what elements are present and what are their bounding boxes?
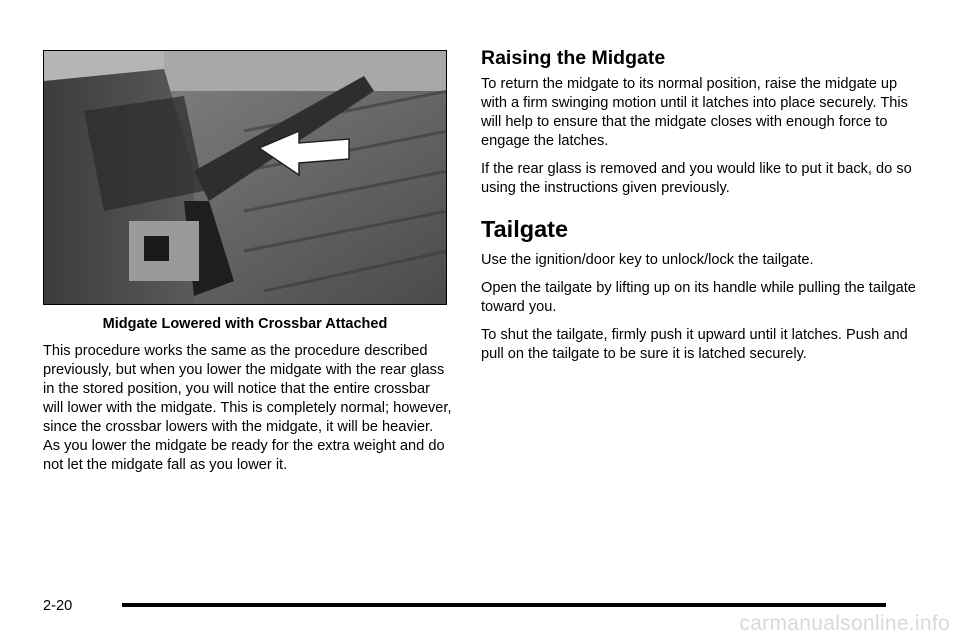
midgate-photo <box>43 50 447 305</box>
raising-paragraph-1: To return the midgate to its normal position, raise the midgate up with a firm swinging motion until it latches into place securely. This will help to ensure that the midgate closes with enough force to engage the latches. <box>481 76 908 149</box>
watermark-text: carmanualsonline.info <box>739 612 950 635</box>
heading-tailgate: Tailgate <box>481 216 569 242</box>
raising-paragraph-2: If the rear glass is removed and you would like to put it back, do so using the instructions given previously. <box>481 161 912 196</box>
heading-raising-midgate: Raising the Midgate <box>481 47 666 69</box>
page-number: 2-20 <box>43 598 73 614</box>
midgate-photo-illustration <box>44 51 447 305</box>
tailgate-paragraph-1: Use the ignition/door key to unlock/lock the tailgate. <box>481 252 814 268</box>
tailgate-paragraph-3: To shut the tailgate, firmly push it upward until it latches. Push and pull on the tailgate to be sure it is latched securely. <box>481 327 908 362</box>
footer-rule <box>122 603 886 607</box>
right-column <box>481 46 921 373</box>
figure-caption: Midgate Lowered with Crossbar Attached <box>102 316 388 332</box>
tailgate-paragraph-2: Open the tailgate by lifting up on its handle while pulling the tailgate toward you. <box>481 280 916 315</box>
left-paragraph: This procedure works the same as the procedure described previously, but when you lower the midgate with the rear glass in the stored position, you will notice that the entire crossbar will lower with the midgate. This is completely normal; however, since the crossbar lowers with the midgate, it will be heavier. As you lower the midgate be ready for the extra weight and do not let the midgate fall as you lower it. <box>43 343 452 473</box>
